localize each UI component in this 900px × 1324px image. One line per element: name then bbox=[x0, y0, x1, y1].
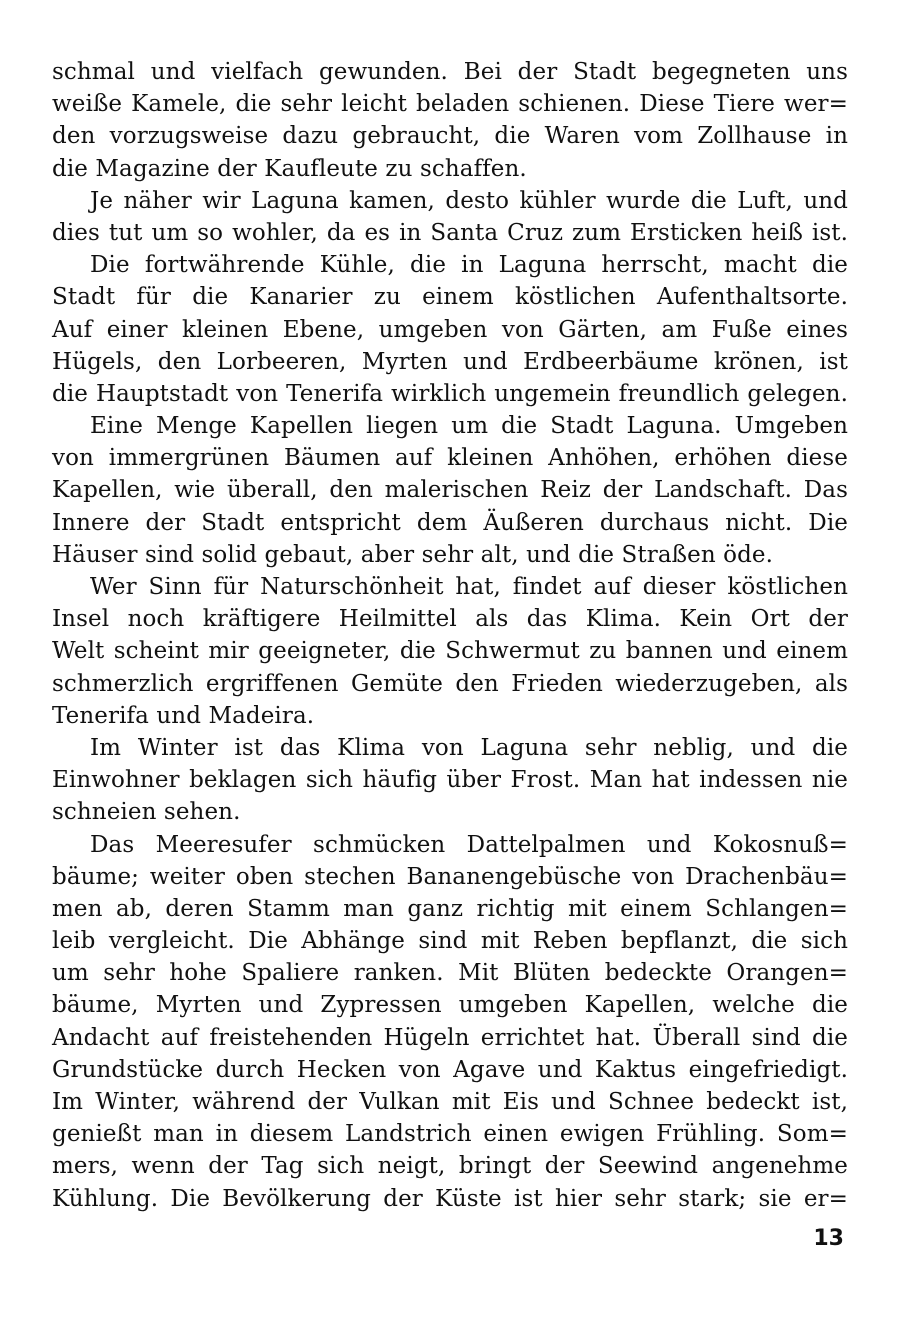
paragraph bbox=[52, 249, 848, 410]
text-line: Andacht auf freistehenden Hügeln errichtet hat. Überall sind die bbox=[52, 1024, 848, 1051]
text-line: genießt man in diesem Landstrich einen ewigen Frühling. Som= bbox=[52, 1121, 848, 1148]
text-line: Eine Menge Kapellen liegen um die Stadt Laguna. Umgeben bbox=[90, 413, 848, 440]
paragraph bbox=[52, 571, 848, 732]
text-line: um sehr hohe Spaliere ranken. Mit Blüten bedeckte Orangen= bbox=[52, 960, 848, 987]
text-line: Stadt für die Kanarier zu einem köstlichen Aufenthaltsorte. bbox=[52, 284, 848, 311]
text-line: Im Winter, während der Vulkan mit Eis und Schnee bedeckt ist, bbox=[52, 1089, 848, 1115]
text-line: Kühlung. Die Bevölkerung der Küste ist hier sehr stark; sie er= bbox=[52, 1185, 848, 1212]
text-line: Grundstücke durch Hecken von Agave und Kaktus eingefriedigt. bbox=[52, 1056, 848, 1083]
page-number: 13 bbox=[813, 1226, 844, 1251]
text-line: dies tut um so wohler, da es in Santa Cruz zum Ersticken heiß ist. bbox=[52, 219, 848, 246]
text-line: Das Meeresufer schmücken Dattelpalmen und Kokosnuß= bbox=[90, 831, 848, 858]
text-line: Die fortwährende Kühle, die in Laguna herrscht, macht die bbox=[90, 252, 848, 279]
text-line: Je näher wir Laguna kamen, desto kühler wurde die Luft, und bbox=[90, 187, 848, 214]
text-line: Kapellen, wie überall, den malerischen Reiz der Landschaft. Das bbox=[52, 477, 848, 504]
text-line: schmal und vielfach gewunden. Bei der Stadt begegneten uns bbox=[52, 59, 848, 85]
text-line: mers, wenn der Tag sich neigt, bringt der Seewind angenehme bbox=[52, 1153, 848, 1180]
text-line: Welt scheint mir geeigneter, die Schwermut zu bannen und einem bbox=[52, 638, 848, 665]
text-line: Innere der Stadt entspricht dem Äußeren durchaus nicht. Die bbox=[52, 509, 848, 536]
text-line: weiße Kamele, die sehr leicht beladen schienen. Diese Tiere wer= bbox=[52, 91, 848, 118]
text-line: Einwohner beklagen sich häufig über Frost. Man hat indessen nie bbox=[52, 767, 848, 794]
text-line: schneien sehen. bbox=[52, 799, 241, 826]
text-line: bäume, Myrten und Zypressen umgeben Kapellen, welche die bbox=[52, 992, 848, 1019]
paragraph bbox=[52, 829, 848, 1215]
text-line: die Hauptstadt von Tenerifa wirklich ungemein freundlich gelegen. bbox=[52, 380, 848, 407]
text-line: Im Winter ist das Klima von Laguna sehr neblig, und die bbox=[90, 734, 848, 761]
paragraph bbox=[52, 410, 848, 571]
text-line: Häuser sind solid gebaut, aber sehr alt, und die Straßen öde. bbox=[52, 541, 774, 568]
paragraph bbox=[52, 732, 848, 829]
page-body bbox=[52, 56, 848, 1215]
text-line: schmerzlich ergriffenen Gemüte den Frieden wiederzugeben, als bbox=[52, 670, 848, 697]
text-line: men ab, deren Stamm man ganz richtig mit einem Schlangen= bbox=[52, 895, 848, 922]
text-line: Auf einer kleinen Ebene, umgeben von Gärten, am Fuße eines bbox=[52, 316, 848, 343]
text-line: bäume; weiter oben stechen Bananengebüsche von Drachenbäu= bbox=[52, 863, 848, 890]
text-line: Hügels, den Lorbeeren, Myrten und Erdbeerbäume krönen, ist bbox=[52, 348, 848, 375]
text-line: leib vergleicht. Die Abhänge sind mit Reben bepflanzt, die sich bbox=[52, 928, 848, 955]
text-line: Tenerifa und Madeira. bbox=[52, 702, 315, 729]
text-line: die Magazine der Kaufleute zu schaffen. bbox=[52, 155, 527, 182]
text-line: Wer Sinn für Naturschönheit hat, findet auf dieser köstlichen bbox=[90, 574, 848, 600]
paragraph bbox=[52, 185, 848, 249]
text-line: von immergrünen Bäumen auf kleinen Anhöhen, erhöhen diese bbox=[52, 445, 848, 472]
text-line: den vorzugsweise dazu gebraucht, die Waren vom Zollhause in bbox=[52, 123, 848, 150]
text-line: Insel noch kräftigere Heilmittel als das Klima. Kein Ort der bbox=[52, 606, 848, 633]
paragraph bbox=[52, 56, 848, 185]
